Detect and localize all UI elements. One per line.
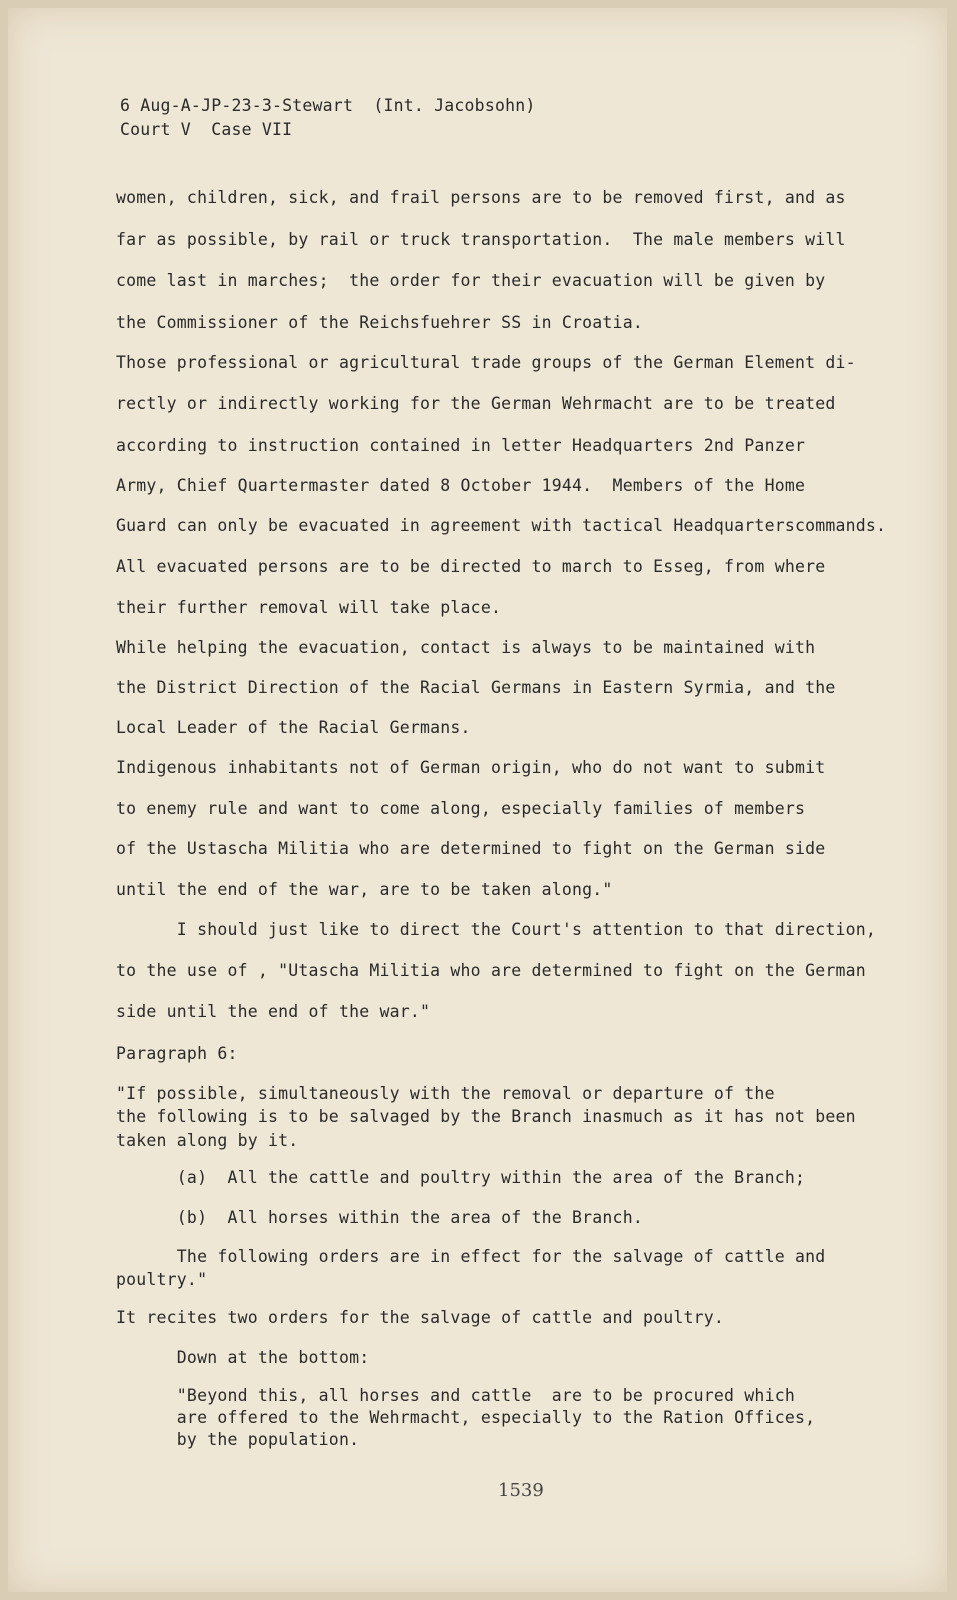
text-line: Paragraph 6: — [116, 1044, 238, 1063]
text-line: (b) All horses within the area of the Branch. — [116, 1208, 643, 1227]
text-line: Army, Chief Quartermaster dated 8 October 1944. Members of the Home — [116, 476, 806, 495]
text-line: Down at the bottom: — [116, 1348, 370, 1367]
page-number: 1539 — [498, 1480, 544, 1501]
text-line: to the use of , "Utascha Militia who are determined to fight on the German — [116, 961, 866, 980]
text-line: the following is to be salvaged by the Branch inasmuch as it has not been — [116, 1107, 856, 1126]
text-line: taken along by it. — [116, 1131, 299, 1150]
text-line: of the Ustascha Militia who are determined to fight on the German side — [116, 839, 826, 858]
text-line: All evacuated persons are to be directed to march to Esseg, from where — [116, 557, 826, 576]
text-line: the District Direction of the Racial Germans in Eastern Syrmia, and the — [116, 678, 836, 697]
text-line: Indigenous inhabitants not of German origin, who do not want to submit — [116, 758, 826, 777]
text-line: It recites two orders for the salvage of cattle and poultry. — [116, 1308, 725, 1327]
text-line: The following orders are in effect for the salvage of cattle and — [116, 1247, 826, 1266]
text-line: While helping the evacuation, contact is always to be maintained with — [116, 638, 816, 657]
text-line: (a) All the cattle and poultry within the area of the Branch; — [116, 1168, 806, 1187]
text-line: are offered to the Wehrmacht, especially to the Ration Offices, — [116, 1408, 816, 1427]
text-line: Local Leader of the Racial Germans. — [116, 718, 471, 737]
text-line: rectly or indirectly working for the German Wehrmacht are to be treated — [116, 394, 836, 413]
header-line-2: Court V Case VII — [120, 120, 293, 139]
text-line: I should just like to direct the Court's attention to that direction, — [116, 920, 877, 939]
header-line-1: 6 Aug-A-JP-23-3-Stewart (Int. Jacobsohn) — [120, 96, 536, 115]
text-line: side until the end of the war." — [116, 1002, 431, 1021]
text-line: women, children, sick, and frail persons are to be removed first, and as — [116, 188, 846, 207]
text-line: by the population. — [116, 1430, 360, 1449]
text-line: the Commissioner of the Reichsfuehrer SS in Croatia. — [116, 313, 643, 332]
text-line: "Beyond this, all horses and cattle are to be procured which — [116, 1386, 795, 1405]
text-line: "If possible, simultaneously with the removal or departure of the — [116, 1084, 775, 1103]
text-line: to enemy rule and want to come along, especially families of members — [116, 799, 806, 818]
text-line: poultry." — [116, 1270, 208, 1289]
text-line: according to instruction contained in letter Headquarters 2nd Panzer — [116, 436, 806, 455]
text-line: Guard can only be evacuated in agreement with tactical Headquarterscommands. — [116, 516, 887, 535]
document-page — [8, 8, 947, 1592]
text-line: their further removal will take place. — [116, 598, 502, 617]
text-line: Those professional or agricultural trade groups of the German Element di- — [116, 353, 856, 372]
text-line: come last in marches; the order for their evacuation will be given by — [116, 271, 826, 290]
text-line: until the end of the war, are to be taken along." — [116, 880, 613, 899]
text-line: far as possible, by rail or truck transportation. The male members will — [116, 230, 846, 249]
